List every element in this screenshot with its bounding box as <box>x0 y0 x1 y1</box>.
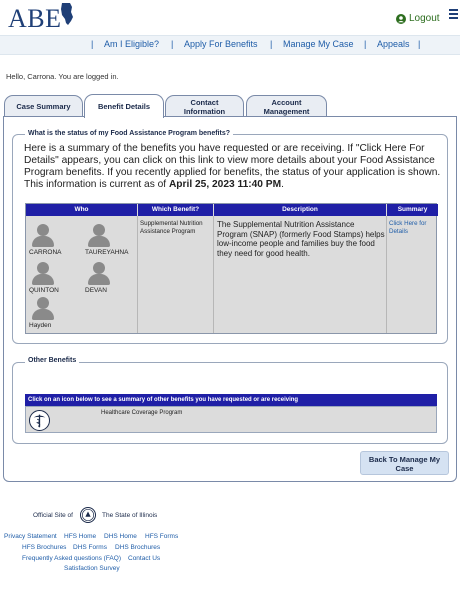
footer-link-faq[interactable]: Frequently Asked questions (FAQ) <box>22 555 121 562</box>
column-header-who: Who <box>26 204 137 216</box>
food-assistance-legend: What is the status of my Food Assistance Program benefits? <box>25 130 233 137</box>
nav-item-apply-for-benefits[interactable]: Apply For Benefits <box>184 39 258 49</box>
column-divider <box>213 216 214 333</box>
nav-separator: | <box>364 39 367 49</box>
login-greeting: Hello, Carrona. You are logged in. <box>6 72 119 81</box>
details-link-line: Details <box>389 228 408 235</box>
logout-link[interactable] <box>396 13 440 24</box>
tab-label: Case Summary <box>16 102 71 111</box>
back-button-line: Case <box>395 464 414 473</box>
footer-link-hfs-brochures[interactable]: HFS Brochures <box>22 544 67 551</box>
click-here-for-details-link[interactable] <box>389 220 437 236</box>
household-member-name: QUINTON <box>29 287 59 294</box>
footer-link-privacy-statement[interactable]: Privacy Statement <box>4 533 57 540</box>
tab-label: Account <box>271 97 302 107</box>
food-summary-body: Here is a summary of the benefits you have requested or are receiving. If "Click Here For Details" appears, you can click on this link to view more details about your Food Assistance Program benefits. If you recently applied for benefits, the status of your application is shown. This information is current as of <box>24 143 441 190</box>
other-benefits-legend: Other Benefits <box>25 357 79 364</box>
column-divider <box>137 216 138 333</box>
tab-contact-information[interactable] <box>165 95 244 117</box>
tab-case-summary[interactable] <box>4 95 83 117</box>
official-site-label: Official Site of <box>33 512 73 519</box>
household-member <box>85 224 129 256</box>
household-member-name: TAUREYAHNA <box>85 249 129 256</box>
household-member <box>29 262 63 294</box>
nav-separator: | <box>418 39 421 49</box>
tab-label: Contact <box>190 97 219 107</box>
nav-separator: | <box>270 39 273 49</box>
footer-link-satisfaction-survey[interactable]: Satisfaction Survey <box>64 565 120 572</box>
summary-period: . <box>281 179 284 190</box>
nav-item-am-i-eligible[interactable]: Am I Eligible? <box>104 39 160 49</box>
household-member <box>85 262 119 294</box>
person-avatar-icon <box>88 224 110 248</box>
tab-label: Management <box>263 106 310 116</box>
household-member-name: Hayden <box>29 322 52 329</box>
nav-separator: | <box>91 39 94 49</box>
abe-logo[interactable]: ABE <box>8 4 62 33</box>
person-avatar-icon <box>32 297 54 321</box>
tab-benefit-details[interactable] <box>84 94 164 118</box>
tab-label: Benefit Details <box>97 102 151 111</box>
column-header-summary: Summary <box>387 204 438 216</box>
user-icon <box>396 14 406 24</box>
caduceus-healthcare-icon[interactable] <box>29 410 50 431</box>
illinois-state-icon <box>60 3 74 25</box>
back-to-manage-my-case-button[interactable] <box>360 451 449 475</box>
tab-label: Information <box>183 106 226 116</box>
person-avatar-icon <box>32 224 54 248</box>
info-current-as-of: April 25, 2023 11:40 PM <box>168 179 282 190</box>
household-member-name: DEVAN <box>85 287 107 294</box>
household-member-name: CARRONA <box>29 249 62 256</box>
nav-separator: | <box>171 39 174 49</box>
footer-link-contact-us[interactable]: Contact Us <box>128 555 161 562</box>
logout-label: Logout <box>409 13 440 24</box>
column-divider <box>386 216 387 333</box>
food-summary-text <box>24 143 444 191</box>
footer-link-hfs-forms[interactable]: HFS Forms <box>145 533 179 540</box>
healthcare-coverage-program-label: Healthcare Coverage Program <box>101 410 183 416</box>
footer-link-dhs-brochures[interactable]: DHS Brochures <box>115 544 161 551</box>
footer-link-dhs-home[interactable]: DHS Home <box>104 533 137 540</box>
other-benefits-row <box>25 406 437 433</box>
footer-link-hfs-home[interactable]: HFS Home <box>64 533 97 540</box>
benefit-description: The Supplemental Nutrition Assistance Program (SNAP) (formerly Food Stamps) helps low-income people and families buy the food they need for good health. <box>217 220 385 258</box>
back-button-line: Back To Manage My <box>368 455 441 464</box>
page-header <box>0 0 460 36</box>
state-of-illinois-link[interactable]: The State of Illinois <box>102 512 158 519</box>
column-header-description: Description <box>214 204 386 216</box>
details-link-line: Click Here for <box>389 220 427 227</box>
column-header-which-benefit: Which Benefit? <box>138 204 213 216</box>
tab-account-management[interactable] <box>246 95 327 117</box>
nav-item-appeals[interactable]: Appeals <box>377 39 410 49</box>
household-member <box>29 224 63 256</box>
hamburger-menu-icon[interactable] <box>449 9 458 19</box>
benefits-table <box>25 203 437 334</box>
illinois-seal-icon <box>80 507 96 523</box>
benefit-name: Supplemental Nutrition Assistance Program <box>140 220 203 235</box>
other-benefits-instructions: Click on an icon below to see a summary of other benefits you have requested or are receiving <box>25 394 437 406</box>
nav-item-manage-my-case[interactable]: Manage My Case <box>283 39 354 49</box>
person-avatar-icon <box>32 262 54 286</box>
person-avatar-icon <box>88 262 110 286</box>
household-member <box>29 297 63 329</box>
main-nav <box>0 36 460 55</box>
footer-link-dhs-forms[interactable]: DHS Forms <box>73 544 107 551</box>
